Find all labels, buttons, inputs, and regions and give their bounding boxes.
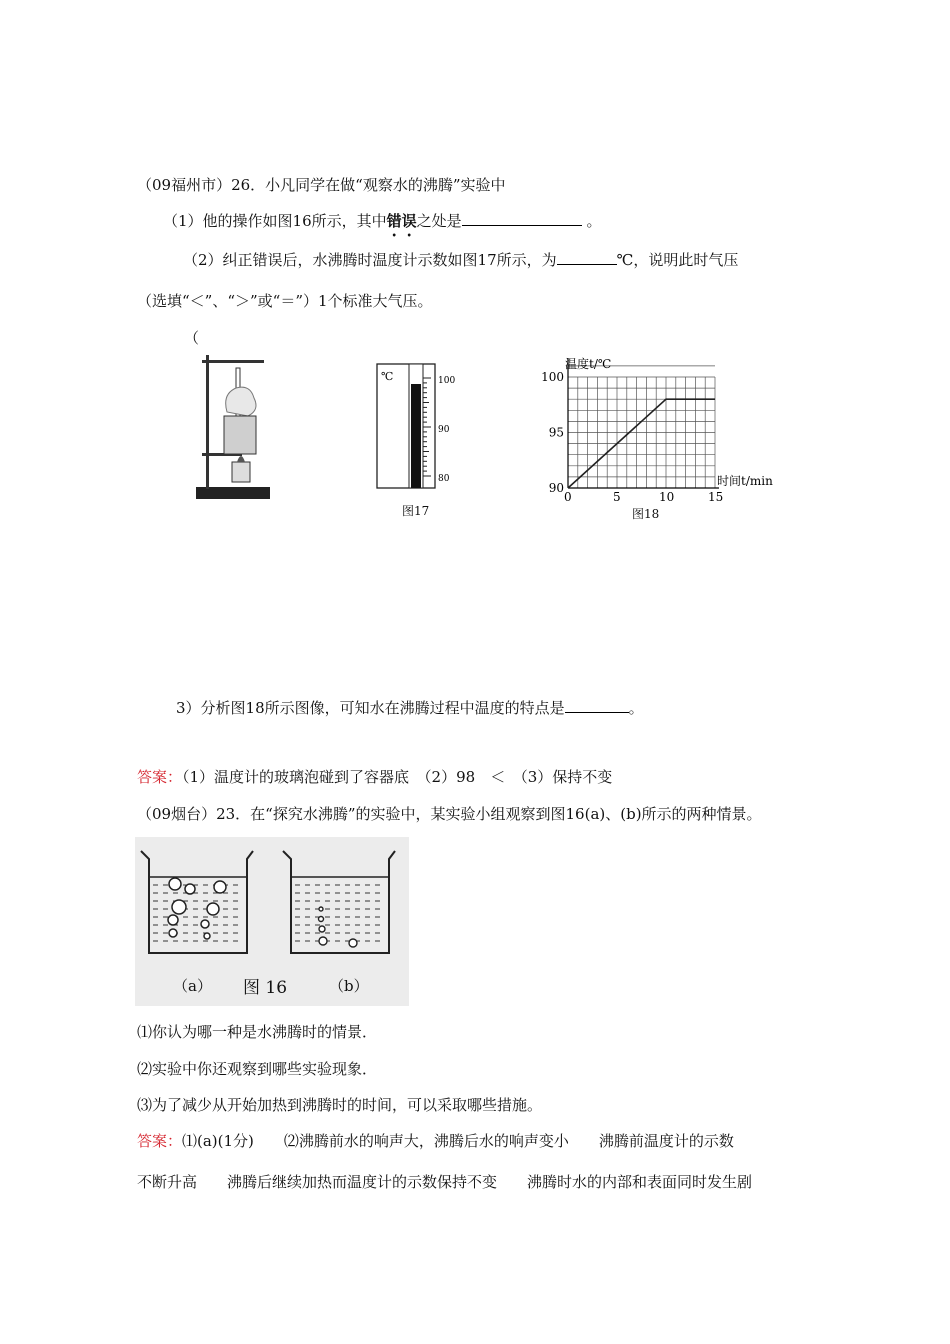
chart-x-tick-label: 5 [613, 490, 621, 504]
q26-part1-blank[interactable] [462, 209, 582, 226]
q26-part1-end: 。 [586, 212, 602, 230]
q26-part3 [176, 696, 644, 718]
thermometer-liquid-column [411, 384, 421, 488]
chart-x-tick-label: 10 [659, 490, 675, 504]
thermometer-tick-label-90: 90 [438, 425, 450, 435]
fig16-label-b: （b） [329, 977, 369, 995]
fig18-chart [537, 350, 787, 510]
q23-answer-line1: ⑴(a)(1分) ⑵沸腾前水的响声大，沸腾后水的响声变小 沸腾前温度计的示数 [182, 1132, 734, 1150]
apparatus-burner [232, 462, 250, 482]
chart-x-axis-label: 时间t/min [717, 474, 773, 488]
beaker-a-water-dashes [153, 885, 238, 941]
chart-y-axis-label: 温度t/℃ [565, 357, 612, 371]
q26-answer-label: 答案： [137, 768, 183, 786]
apparatus-steam [226, 387, 256, 416]
q26-answer-text: （1）温度计的玻璃泡碰到了容器底 （2）98 ＜ （3）保持不变 [182, 768, 613, 786]
q23-answer-line2: 不断升高 沸腾后继续加热而温度计的示数保持不变 沸腾时水的内部和表面同时发生剧 [137, 1173, 753, 1191]
beaker-a-outline [141, 851, 253, 953]
q23-figure [135, 837, 409, 1006]
q23-subquestion-1: ⑴你认为哪一种是水沸腾时的情景． [137, 1023, 378, 1041]
chart-y-tick-label: 95 [548, 425, 564, 440]
q26-part2-text-a: （2）纠正错误后，水沸腾时温度计示数如图17所示，为 [183, 251, 557, 269]
q26-part2-line2: （选填“＜”、“＞”或“＝”）1个标准大气压。 [137, 292, 433, 310]
fig16-label-a: （a） [173, 977, 212, 995]
q23-answer-label: 答案： [137, 1132, 183, 1150]
q23-header: （09烟台）23．在“探究水沸腾”的实验中，某实验小组观察到图16(a)、(b)所示的两种情景。 [137, 805, 762, 823]
q26-part2 [183, 248, 738, 270]
q26-part2-text-b: ℃，说明此时气压 [616, 251, 739, 269]
apparatus-stand-rod [206, 355, 209, 489]
chart-y-tick-label: 100 [541, 370, 564, 384]
chart-grid [568, 366, 715, 488]
fig17-thermometer [375, 362, 460, 492]
q23-subquestion-3: ⑶为了减少从开始加热到沸腾时的时间，可以采取哪些措施。 [137, 1096, 543, 1114]
q26-stray-paren: （ [184, 329, 200, 347]
fig18-caption: 图18 [632, 507, 660, 521]
thermometer-tick-label-80: 80 [438, 474, 450, 484]
fig16-boiling-apparatus [192, 350, 274, 502]
beaker-b-outline [283, 851, 395, 953]
q26-part3-text: 3）分析图18所示图像，可知水在沸腾过程中温度的特点是 [176, 699, 565, 717]
apparatus-clamp-arm [202, 360, 264, 363]
q26-part2-blank-temp[interactable] [557, 248, 617, 265]
chart-y-tick-label: 90 [548, 481, 564, 495]
q23-answer [137, 1131, 734, 1151]
fig17-caption: 图17 [402, 504, 430, 518]
q23-subquestion-2: ⑵实验中你还观察到哪些实验现象． [137, 1060, 378, 1078]
chart-x-tick-label: 15 [708, 490, 724, 504]
beaker-b-water-dashes [295, 885, 380, 941]
q26-part1-text-b: 之处是 [416, 212, 462, 230]
chart-x-tick-label: 0 [564, 490, 572, 504]
q26-header: （09福州市）26．小凡同学在做“观察水的沸腾”实验中 [137, 176, 506, 194]
q26-answer [137, 767, 612, 787]
apparatus-flame [237, 456, 245, 462]
thermometer-unit: ℃ [381, 370, 394, 383]
q26-part1-emphasis: 错误 [386, 212, 417, 230]
fig16-title: 图 16 [243, 978, 288, 998]
thermometer-tick-label-100: 100 [438, 376, 456, 386]
q26-part1-text-a: （1）他的操作如图16所示，其中 [163, 212, 387, 230]
apparatus-beaker [224, 416, 256, 454]
q26-part3-blank[interactable] [565, 696, 629, 713]
q26-part1 [163, 209, 601, 240]
q26-part3-end: 。 [628, 699, 644, 717]
